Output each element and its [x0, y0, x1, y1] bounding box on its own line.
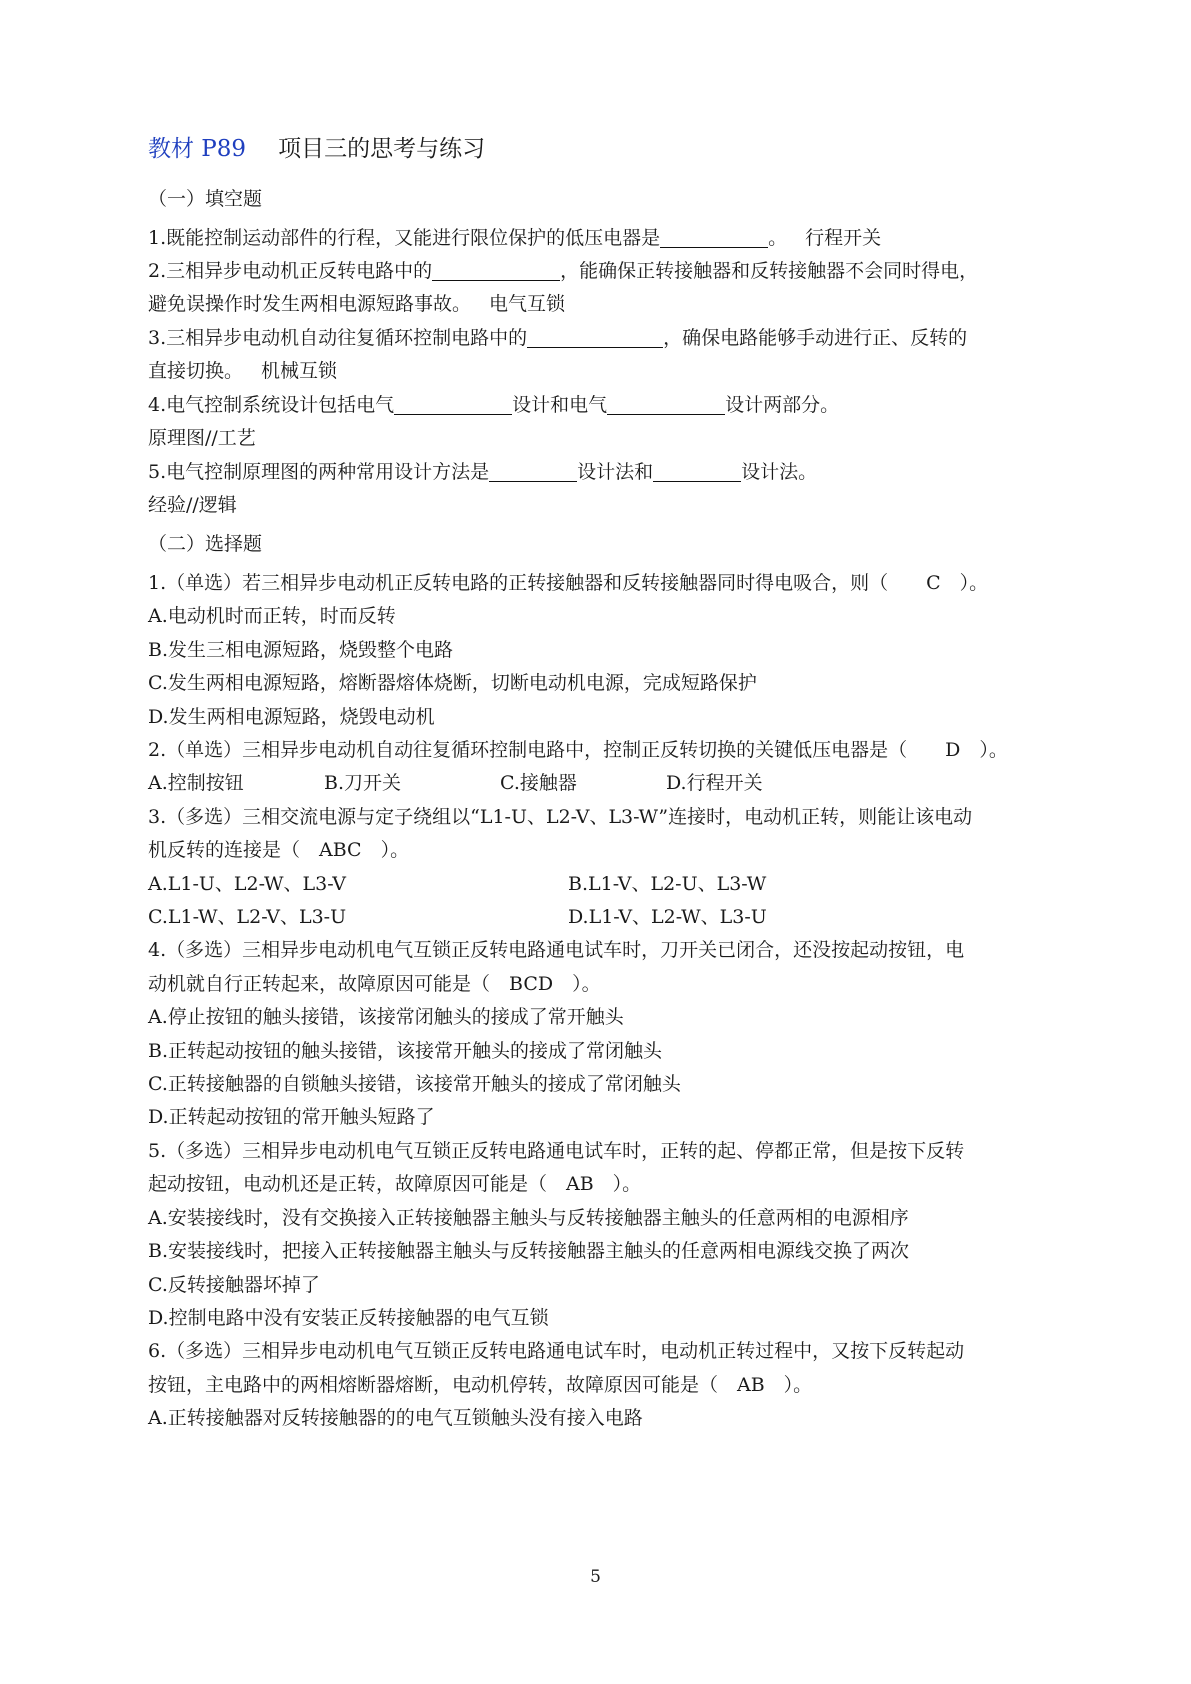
section-choice-heading: （二）选择题 [148, 533, 263, 555]
answer-blank [527, 327, 663, 348]
choice-q3-option-a: A.L1-U、L2-W、L3-V [148, 873, 346, 895]
fill-q5-answer: 经验//逻辑 [148, 494, 237, 516]
answer-blank [607, 394, 725, 415]
choice-q5: 5.（多选）三相异步电动机电气互锁正反转电路通电试车时，正转的起、停都正常，但是按下反转 [148, 1140, 965, 1162]
choice-q4: 4.（多选）三相异步电动机电气互锁正反转电路通电试车时，刀开关已闭合，还没按起动按钮，电 [148, 939, 965, 961]
page-title [148, 134, 485, 164]
choice-q6-cont: 按钮，主电路中的两相熔断器熔断，电动机停转，故障原因可能是（ AB ）。 [148, 1374, 813, 1396]
fill-q5: 5.电气控制原理图的两种常用设计方法是 设计法和 设计法。 [148, 461, 818, 483]
choice-q2-option-c: C.接触器 [500, 772, 577, 794]
choice-q3-cont: 机反转的连接是（ ABC ）。 [148, 839, 410, 861]
choice-q4-option-c: C.正转接触器的自锁触头接错，该接常开触头的接成了常闭触头 [148, 1073, 681, 1095]
fill-q2: 2.三相异步电动机正反转电路中的 ，能确保正转接触器和反转接触器不会同时得电， [148, 260, 979, 282]
choice-q6-option-a: A.正转接触器对反转接触器的的电气互锁触头没有接入电路 [148, 1407, 643, 1429]
choice-q1-option-b: B.发生三相电源短路，烧毁整个电路 [148, 639, 454, 661]
fill-q1-answer: 行程开关 [805, 227, 882, 249]
answer-blank [394, 394, 512, 415]
title-prefix: 教材 P89 [148, 136, 247, 162]
fill-q4: 4.电气控制系统设计包括电气 设计和电气 设计两部分。 [148, 394, 840, 416]
choice-q6: 6.（多选）三相异步电动机电气互锁正反转电路通电试车时，电动机正转过程中，又按下反转起动 [148, 1340, 965, 1362]
choice-q1-option-c: C.发生两相电源短路，熔断器熔体烧断，切断电动机电源，完成短路保护 [148, 672, 757, 694]
choice-q2-option-b: B.刀开关 [324, 772, 402, 794]
choice-q3-option-b: B.L1-V、L2-U、L3-W [568, 873, 767, 895]
title-text: 项目三的思考与练习 [278, 136, 486, 162]
choice-q5-cont: 起动按钮，电动机还是正转，故障原因可能是（ AB ）。 [148, 1173, 642, 1195]
choice-q3-options-cd [148, 904, 767, 930]
choice-q4-option-d: D.正转起动按钮的常开触头短路了 [148, 1106, 435, 1128]
choice-q5-option-b: B.安装接线时，把接入正转接触器主触头与反转接触器主触头的任意两相电源线交换了两次 [148, 1240, 910, 1262]
fill-q1: 1.既能控制运动部件的行程，又能进行限位保护的低压电器是 。 行程开关 [148, 227, 882, 249]
choice-q2-options [148, 770, 763, 796]
choice-q3-option-c: C.L1-W、L2-V、L3-U [148, 906, 347, 928]
choice-q5-option-d: D.控制电路中没有安装正反转接触器的电气互锁 [148, 1307, 549, 1329]
fill-q3: 3.三相异步电动机自动往复循环控制电路中的 ，确保电路能够手动进行正、反转的 [148, 327, 968, 349]
answer-blank [660, 227, 768, 248]
choice-q3: 3.（多选）三相交流电源与定子绕组以“L1-U、L2-V、L3-W”连接时，电动机正转，则能让该电动 [148, 806, 973, 828]
choice-q2-option-d: D.行程开关 [666, 772, 763, 794]
page-number: 5 [590, 1567, 601, 1587]
choice-q1: 1.（单选）若三相异步电动机正反转电路的正转接触器和反转接触器同时得电吸合，则（ C ）。 [148, 572, 989, 594]
answer-blank [432, 260, 560, 281]
choice-q4-option-a: A.停止按钮的触头接错，该接常闭触头的接成了常开触头 [148, 1006, 624, 1028]
choice-q2: 2.（单选）三相异步电动机自动往复循环控制电路中，控制正反转切换的关键低压电器是（ D ）。 [148, 739, 1008, 761]
fill-q3-answer: 机械互锁 [261, 360, 338, 382]
choice-q5-option-c: C.反转接触器坏掉了 [148, 1274, 320, 1296]
choice-q1-option-a: A.电动机时而正转，时而反转 [148, 605, 396, 627]
answer-blank [653, 461, 741, 482]
fill-q2-cont: 避免误操作时发生两相电源短路事故。 电气互锁 [148, 293, 566, 315]
choice-q5-option-a: A.安装接线时，没有交换接入正转接触器主触头与反转接触器主触头的任意两相的电源相序 [148, 1207, 909, 1229]
choice-q3-option-d: D.L1-V、L2-W、L3-U [568, 906, 767, 928]
fill-q3-cont: 直接切换。 机械互锁 [148, 360, 338, 382]
section-fill-heading: （一）填空题 [148, 188, 263, 210]
choice-q4-option-b: B.正转起动按钮的触头接错，该接常开触头的接成了常闭触头 [148, 1040, 663, 1062]
answer-blank [489, 461, 577, 482]
choice-q2-option-a: A.控制按钮 [148, 772, 244, 794]
fill-q4-answer: 原理图//工艺 [148, 427, 256, 449]
choice-q4-cont: 动机就自行正转起来，故障原因可能是（ BCD ）。 [148, 973, 601, 995]
choice-q1-option-d: D.发生两相电源短路，烧毁电动机 [148, 706, 435, 728]
fill-q2-answer: 电气互锁 [489, 293, 566, 315]
choice-q3-options-ab [148, 871, 766, 897]
